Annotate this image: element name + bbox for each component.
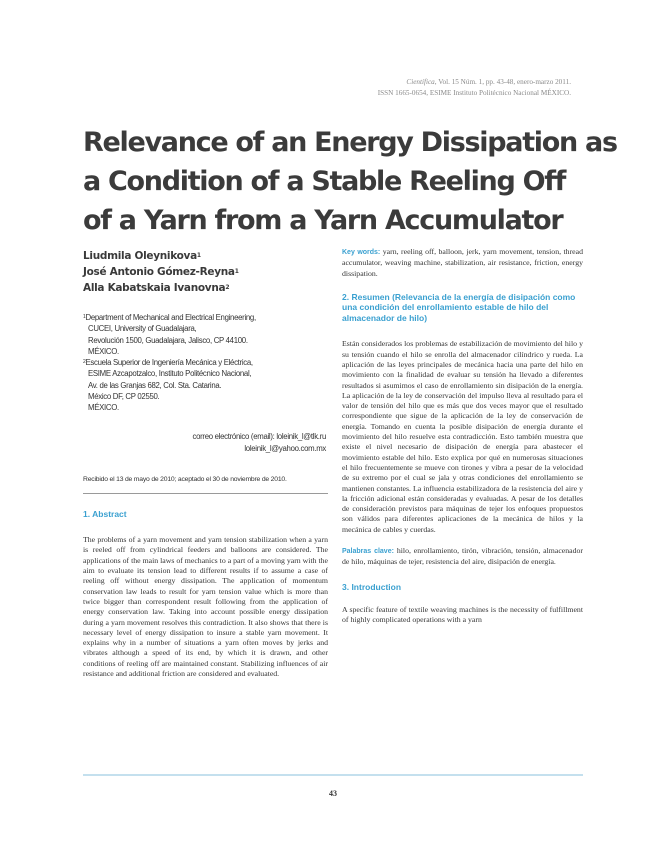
journal-citation: [271, 77, 571, 99]
palabras-clave-label: Palabras clave:: [342, 548, 394, 556]
affiliations: [83, 312, 328, 414]
palabras-clave-text: hilo, enrollamiento, tirón, vibración, tensión, almacenador de hilo, máquinas de tejer, resistencia del aire, disipación de energía.: [342, 546, 584, 567]
author-list: [83, 248, 328, 296]
abstract-heading: 1. Abstract: [83, 508, 127, 519]
footer-rule: [83, 774, 583, 776]
key-words-label: Key words:: [342, 249, 381, 256]
introduction-text: A specific feature of textile weaving machines is the necessity of fulfillment of highly complicated operations with a yarn: [342, 605, 583, 625]
introduction-heading: 3. Introduction: [342, 581, 402, 592]
journal-name: Científica: [406, 78, 435, 86]
affiliation-line: $^1$Department of Mechanical and Electrical Engineering,: [83, 313, 256, 322]
affiliation-line: Av. de las Granjas 682, Col. Sta. Catarina.: [88, 380, 222, 390]
resumen-text: Están considerados los problemas de estabilización de movimiento del hilo y su tensión cuando el hilo se enrolla del almacenador cilíndrico y rueda. La aplicación de las leyes principales de mecánica hacia una parte del hilo en movimiento con la finalidad de evaluar su tensión ha llevado a diferentes resultados si asumimos el caso de enrollamiento sin disipación de la energía. La aplicación de la ley de conservación del impulso lleva al resultado para el valor de tensión del hilo que es más que dos veces mayor que el resultado correspondiente que sigue de la aplicación de la ley de conservación de energía. Tomando en cuenta la posible disipación de energía durante el movimiento del hilo resuelve esta contradicción. Esto también muestra que existe el nivel necesario de disipación de energía para abastecer el movimiento estable del hilo. Esto explica por qué en numerosas situaciones el hilo frecuentemente se mueve con tirones y vibra a pesar de la velocidad de su extremo por el cual se jala y otras condiciones del enrollamiento se mantienen constantes. La influencia estabilizadora de la resistencia del aire y la fricción adicional están consideradas y evaluadas. A pesar de los detalles de consideración previstos para máquinas de tejer los enfoques propuestos son válidos para diferentes aplicaciones de la mecánica de hilos y la mecánica de cables y cuerdas.: [342, 339, 583, 534]
section-divider: [83, 493, 328, 494]
page-number: 43: [329, 789, 337, 798]
paper-title: [83, 123, 617, 240]
affiliation-line: CUCEI, University of Guadalajara,: [88, 324, 197, 334]
email-line-2: loleinik_l@yahoo.com.mx: [244, 444, 326, 454]
author: Liudmila Oleynikova$^1$: [83, 250, 201, 262]
title-line-3: of a Yarn from a Yarn Accumulator: [83, 205, 563, 236]
email-line-1: correo electrónico (email): loleinik_l@tlk.ru: [192, 431, 326, 441]
author: Alla Kabatskaia Ivanovna$^2$: [83, 282, 230, 294]
right-column: [342, 247, 583, 626]
journal-line-1: [271, 77, 571, 88]
resumen-heading: 2. Resumen (Relevancia de la energía de disipación como una condición del enrollamiento estable de hilo del almacenador de hilo): [342, 291, 576, 323]
affiliation-line: ESIME Azcapotzalco, Instituto Politécnico Nacional,: [88, 369, 252, 379]
abstract-text: The problems of a yarn movement and yarn tension stabilization when a yarn is reeled off from cylindrical feeders and balloons are considered. The applications of the main laws of mechanics to a part of a moving yarn with the aim to evaluate its tension lead to different results if to assume a case of reeling off without energy dissipation. The application of momentum conservation law leads to result for yarn tension value which is more than twice bigger than correspondent result following from the application of energy conservation law. Taking into account possible energy dissipation during a yarn movement resolves this contradiction. It also shows that there is necessary level of energy dissipation to insure a stable yarn movement. It explains why in a number of situations a yarn often moves by jerks and vibrates although a speed of its end, by which it is drawn, and other conditions of reeling off are maintained constant. Stabilizing influences of air resistance and additional friction are considered and evaluated.: [83, 535, 328, 679]
affiliation-line: México DF, CP 02550.: [88, 392, 160, 402]
affiliation-line: Revolución 1500, Guadalajara, Jalisco, CP 44100.: [88, 335, 248, 345]
affiliation-line: $^2$Escuela Superior de Ingeniería Mecánica y Eléctrica,: [83, 358, 253, 368]
affiliation-line: MÉXICO.: [88, 346, 119, 356]
title-line-2: a Condition of a Stable Reeling Off: [83, 166, 566, 197]
key-words-text: yarn, reeling off, balloon, jerk, yarn movement, tension, thread accumulator, weaving machine, stabilization, air resistance, friction, energy dissipation.: [342, 247, 584, 278]
title-line-1: Relevance of an Energy Dissipation as: [83, 127, 617, 158]
received-dates: Recibido el 13 de mayo de 2010; aceptado el 30 de noviembre de 2010.: [83, 475, 287, 483]
left-column: [83, 248, 328, 679]
contact-email: [83, 431, 328, 456]
key-words: [342, 247, 583, 279]
palabras-clave: [342, 546, 583, 568]
affiliation-line: MÉXICO.: [88, 403, 119, 413]
journal-details: , Vol. 15 Núm. 1, pp. 43-48, enero-marzo 2011.: [434, 78, 571, 86]
issn-line: ISSN 1665-0654, ESIME Instituto Politécnico Nacional MÉXICO.: [377, 89, 571, 97]
author: José Antonio Gómez-Reyna$^1$: [83, 266, 239, 278]
